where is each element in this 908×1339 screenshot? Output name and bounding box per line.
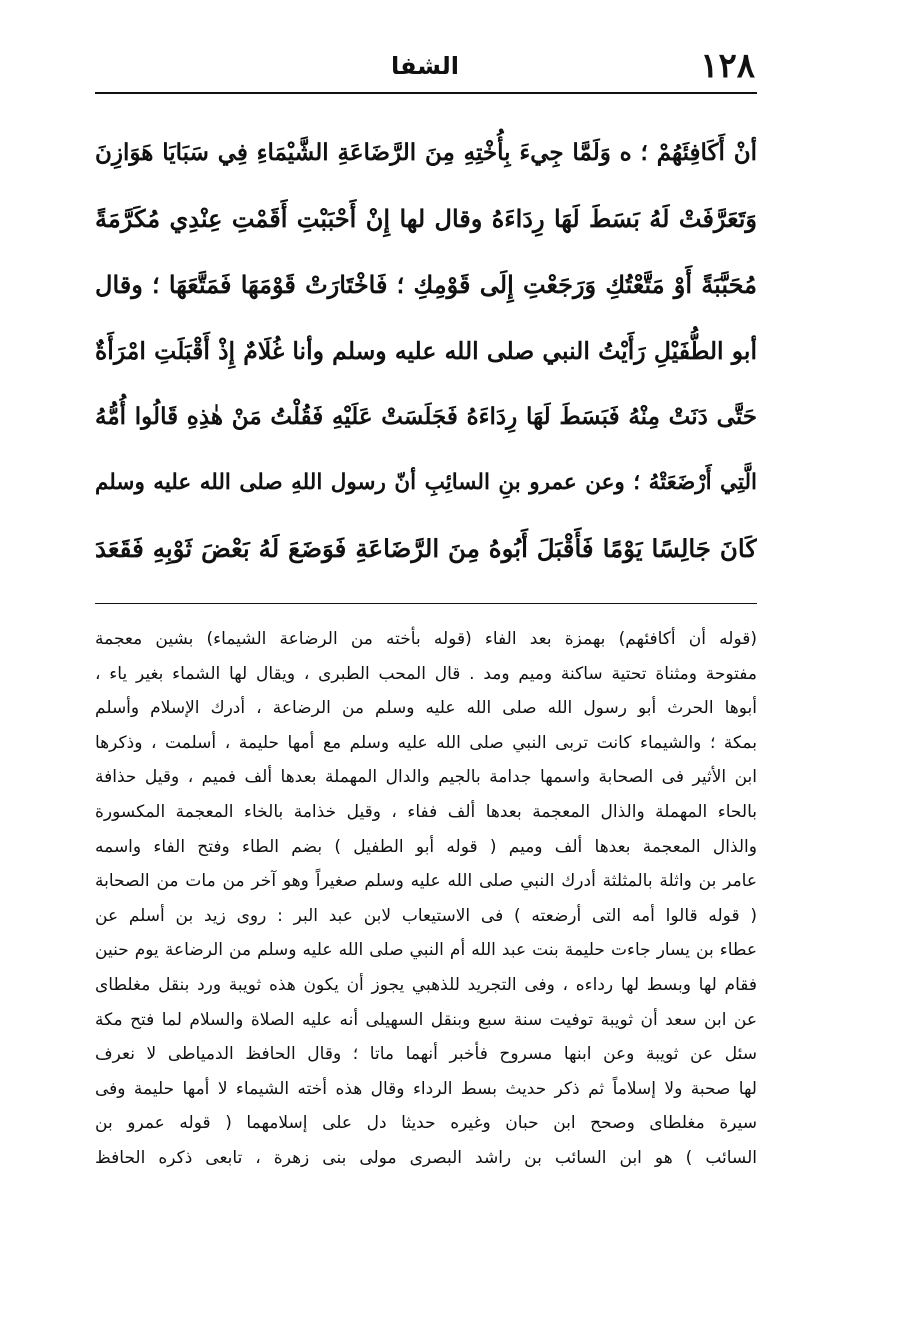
main-text-line: أنْ أَكَافِئَهُمْ ؛ ه وَلَمَّا جِيءَ بِأُخْتِهِ مِنَ الرَّضَاعَةِ الشَّيْمَاءِ فِي سَبَايَا هَوَازِنَ	[95, 139, 757, 166]
main-text-line: أبو الطُّفَيْلِ رَأَيْتُ النبي صلى الله عليه وسلم وأنا غُلَامٌ إِذْ أَقْبَلَتِ امْرَأَةٌ	[95, 337, 757, 365]
page-number: ١٢٨	[700, 46, 755, 86]
footnote-line: (قوله أن أكافئهم) بهمزة بعد الفاء (قوله بأخته من الرضاعة الشيماء) بشين معجمة	[95, 629, 757, 649]
main-text-line: كَانَ جَالِسًا يَوْمًا فَأَقْبَلَ أَبُوهُ مِنَ الرَّضَاعَةِ فَوَضَعَ لَهُ بَعْضَ ثَوْبِهِ فَقَعَدَ	[95, 534, 757, 563]
footnotes	[95, 622, 757, 1176]
footnote-line: لها صحبة ولا إسلاماً ثم ذكر حديث بسط الرداء وقال هذه أخته الشيماء لا أمها حليمة وفى	[95, 1078, 757, 1099]
footnote-line: والذال المعجمة بعدها ألف وميم ( قوله أبو الطفيل ) بضم الطاء وفتح الفاء واسمه	[95, 836, 757, 857]
notes-divider	[95, 603, 757, 604]
footnote-line: سيرة مغلطاى وصحح ابن حبان وغيره حديثا دل على إسلامهما ( قوله عمرو بن	[95, 1113, 757, 1134]
footnote-line: فقام لها وبسط لها رداءه ، وفى التجريد للذهبي يجوز أن يكون هذه ثويبة ورد بنقل مغلطاى	[95, 974, 757, 995]
main-text-line: وَتَعَرَّفَتْ لَهُ بَسَطَ لَهَا رِدَاءَهُ وقال لها إِنْ أَحْبَبْتِ أَقَمْتِ عِنْدِي مُكَرَّمَةً	[95, 204, 757, 233]
footnote-line: بالحاء المهملة والذال المعجمة بعدها ألف ففاء ، وقيل خذامة بالخاء المعجمة المكسورة	[95, 801, 757, 822]
footnote-line: أبوها الحرث أبو رسول الله صلى الله عليه وسلم من الرضاعة ، أدرك الإسلام وأسلم	[95, 698, 757, 719]
main-text-line: مُحَبَّبَةً أَوْ مَتَّعْتُكِ وَرَجَعْتِ إِلَى قَوْمِكِ ؛ فَاخْتَارَتْ قَوْمَهَا فَمَتَّعَهَا ؛ وقال	[95, 270, 757, 299]
footnote-line: ( قوله قالوا أمه التى أرضعته ) فى الاستيعاب لابن عبد البر : روى زيد بن أسلم عن	[95, 905, 757, 926]
footnote-line: السائب ) هو ابن السائب بن راشد البصرى مولى بنى زهرة ، تابعى ذكره الحافظ	[95, 1147, 757, 1168]
footnote-line: عطاء بن يسار جاءت حليمة بنت عبد الله أم النبي صلى الله عليه وسلم من الرضاعة يوم حنين	[95, 940, 757, 961]
main-text	[95, 120, 757, 582]
page-header	[95, 40, 755, 90]
header-rule	[95, 92, 757, 94]
main-text-line: الَّتِي أَرْضَعَتْهُ ؛ وعن عمرو بنِ السائِبِ أنّ رسول اللهِ صلى الله عليه وسلم	[95, 470, 757, 495]
running-title: الشفا	[391, 52, 459, 80]
footnote-line: بمكة ؛ والشيماء كانت تربى النبي صلى الله عليه وسلم مع أمها حليمة ، أسلمت ، وذكرها	[95, 732, 757, 753]
main-text-line: حَتَّى دَنَتْ مِنْهُ فَبَسَطَ لَهَا رِدَاءَهُ فَجَلَسَتْ عَلَيْهِ فَقُلْتُ مَنْ هٰذِهِ قَالُوا أُمُّهُ	[95, 403, 757, 430]
footnote-line: سئل عن ثويبة وعن ابنها مسروح فأخبر أنهما ماتا ؛ وقال الحافظ الدمياطى لا نعرف	[95, 1044, 757, 1065]
footnote-line: عن ابن سعد أن ثويبة توفيت سنة سبع وبنقل السهيلى أنه عليه الصلاة والسلام لما فتح مكة	[95, 1009, 757, 1030]
footnote-line: مفتوحة ومثناة تحتية ساكنة وميم ومد . قال المحب الطبرى ، ويقال لها الشماء بغير ياء ،	[95, 663, 757, 684]
footnote-line: عامر بن واثلة بالمثلثة أدرك النبي صلى الله عليه وسلم صغيراً وهو آخر من مات من الصحابة	[95, 871, 757, 892]
footnote-line: ابن الأثير فى الصحابة واسمها جدامة بالجيم والدال المهملة بعدها ألف فميم ، وقيل حذافة	[95, 767, 757, 788]
